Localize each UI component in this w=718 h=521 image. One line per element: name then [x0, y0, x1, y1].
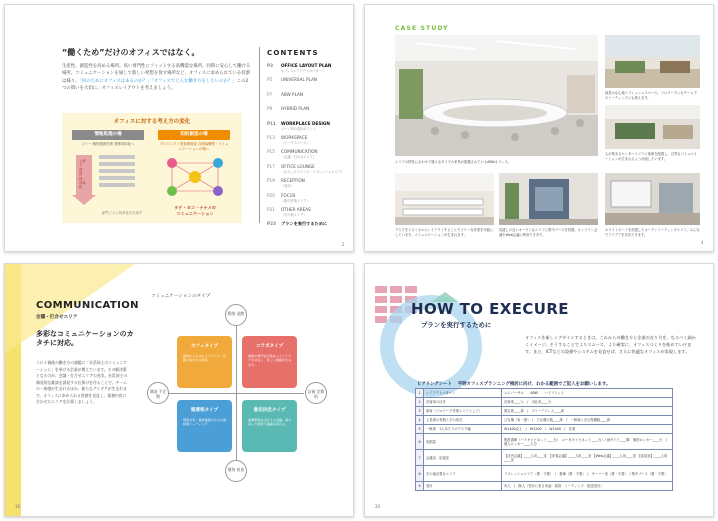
- toc-item: [267, 178, 351, 192]
- toc-label: WORKSPACE: [281, 134, 308, 140]
- page-number: 4: [701, 240, 704, 245]
- axis-left-label: 偶発 不定期: [147, 382, 169, 404]
- toc-item: [267, 149, 351, 163]
- toc-item: [267, 135, 351, 149]
- decision-type-title: 意志決定タイプ: [253, 408, 286, 413]
- cafe-type-title: カフェタイプ: [190, 344, 219, 349]
- table-row: [416, 416, 673, 425]
- page-intro-contents: [4, 4, 354, 252]
- toc-page-number: P13: [267, 134, 275, 140]
- page-how-to-execute: [364, 263, 714, 517]
- toc-label: COMMUNICATION: [281, 149, 318, 155]
- diagram-right-label-line-1: タテ・ヨコ・ナナメの: [174, 205, 216, 210]
- toc-sublabel: （オフィスラウンジ・リフレッシュエリア）: [281, 169, 345, 174]
- toc-page-number: P23: [267, 221, 276, 227]
- page-case-study: [364, 4, 714, 252]
- decision-type-card: [242, 400, 297, 452]
- table-of-contents: [267, 63, 351, 236]
- office-main-photo: [395, 35, 598, 156]
- toc-row: [267, 106, 351, 112]
- row-question: 会議室、応接室: [424, 450, 502, 466]
- caption-desks-photo: デスクをリズミカルにレイアウトすることでフリーな作業を可能にしています。コミュニケーションが生まれます。: [395, 228, 494, 237]
- toc-label: UNIVERSAL PLAN: [281, 77, 318, 83]
- toc-item: [267, 121, 351, 135]
- diagram-right-header: 知的創造の場: [158, 130, 230, 140]
- execute-body: オフィスを新しくデザインするときは、これからの働き方と企業の在り方を、なるべく細かくイメージ。そうすることでよりスムーズ、より確実に、オフィスづくりを進めていけます。また、ICTなどの設備やシステムを見直せば、さらに快適なオフィスが実現します。: [525, 335, 696, 355]
- toc-page-number: P15: [267, 149, 275, 155]
- toc-item: [267, 193, 351, 207]
- toc-sublabel: （その他エリア）: [281, 212, 307, 217]
- execute-subtitle: プランを実行するために: [421, 321, 492, 329]
- row-number: 8: [416, 466, 424, 482]
- hierarchy-bars-icon: [99, 155, 135, 190]
- row-number: 9: [416, 482, 424, 491]
- row-answer-options: ユニバーサル ABW ハイブリッド: [502, 389, 673, 398]
- toc-sublabel: （集中作業エリア）: [281, 198, 310, 203]
- diagram-left-subtext: フリー 個別業務作業 業務効率化へ: [81, 142, 135, 146]
- toc-label: RECEPTION: [281, 178, 305, 184]
- table-row: [416, 466, 673, 482]
- intro-body-text-2: この2つの問いを大切に、オフィスレイアウトを考えましょう。: [62, 78, 249, 92]
- toc-label: HYBRID PLAN: [281, 106, 310, 112]
- toc-label: ABW PLAN: [281, 91, 304, 97]
- toc-item: [267, 207, 351, 221]
- toc-label: OTHER AREAS: [281, 206, 311, 212]
- diagram-arrow-text: 上意下達・管理・効率化: [79, 159, 86, 190]
- toc-item: [267, 164, 351, 178]
- axis-top-label: 動的 発散: [225, 304, 247, 326]
- toc-page-number: P20: [267, 192, 275, 198]
- toc-item: [267, 77, 351, 91]
- diagram-left-header: 情報処理の場: [72, 130, 144, 140]
- intro-body-highlight: 「何のためにオフィスはあるのか？」「オフィスでどんな働き方をしたいのか？」: [79, 78, 237, 84]
- vertical-axis: [236, 322, 237, 460]
- row-answer-options: 固定席____席 / フリーアドレス____席: [502, 407, 673, 416]
- toc-page-number: P19: [267, 178, 275, 184]
- report-type-title: 報連相タイプ: [190, 408, 219, 413]
- toc-item: [267, 221, 351, 235]
- toc-row: [267, 77, 351, 83]
- toc-page-number: P5: [267, 77, 273, 83]
- decision-type-desc: 重要事項を決定する会議。落ち着いた環境で議論を深める。: [248, 418, 292, 427]
- row-answer-options: W1400以上 / W1200 / W1000 / 任意: [502, 425, 673, 434]
- intro-body-text-1: 生産性、創造性を高める場所。高い専門性にフィットする高機能な場所。同時に安心して働ける場所。コミュニケーションを通して新しい発想を促す場所など、オフィスに求められている役割は様々。: [62, 64, 251, 84]
- office-lounge-photo: [605, 35, 700, 88]
- office-concept-diagram: [62, 113, 242, 223]
- toc-sublabel: （ワークスペース）: [281, 140, 310, 145]
- collab-type-desc: 複数の専門家が集まってアイデアを共有し、新しい価値を生み出す。: [248, 354, 292, 367]
- axis-right-label: 計画 定期的: [305, 382, 327, 404]
- collab-type-title: コラボタイプ: [255, 344, 284, 349]
- toc-row: [267, 221, 351, 227]
- cafe-type-card: [177, 336, 232, 388]
- row-question: レイアウトパターン: [424, 389, 502, 398]
- page-number: 20: [375, 504, 381, 509]
- caption-meeting-photo: ホワイトボードを設置したオープンミーティングエリア。みんなでアイデアを共有できます。: [605, 228, 700, 237]
- table-row: [416, 407, 673, 416]
- report-type-desc: 情報共有・進捗確認のための短時間ミーティング。: [183, 418, 227, 427]
- intro-body: [62, 63, 252, 93]
- toc-page-number: P3: [267, 63, 273, 68]
- toc-page-number: P11: [267, 120, 276, 126]
- communication-types-heading: コミュニケーションのタイプ: [151, 294, 211, 299]
- toc-item: [267, 92, 351, 106]
- caption-lounge-photo: 緑豊かな心地リフレッシュスペース。ソロワークにもチームでのミーティングにも使えます。: [605, 91, 698, 100]
- row-answer-options: 【社内会議】____人用____室 【来客会議】____人用____室 【Web会議】____人用____室 【応接室】____人用____室: [502, 450, 673, 466]
- communication-title: COMMUNICATION: [36, 300, 139, 311]
- row-question: 上長席の有無とその形式: [424, 416, 502, 425]
- horizontal-axis: [168, 393, 304, 394]
- network-icon: [162, 153, 228, 201]
- toc-page-number: P9: [267, 106, 273, 112]
- diagram-title: オフィスに対する考え方の変化: [113, 119, 191, 125]
- row-number: 1: [416, 389, 424, 398]
- table-row: [416, 450, 673, 466]
- hearing-sheet-table: [415, 388, 673, 491]
- communication-subtitle: 会議・打合せエリア: [36, 315, 78, 320]
- row-number: 6: [416, 434, 424, 450]
- toc-sublabel: オフィスレイアウトのパターン: [281, 69, 325, 73]
- row-answer-options: 既設書庫（ハイキャビネット____台） ロータキャビネット____台）/ 両サイド____脚 個別ロッカー____台 / 個人ロッカー____人分: [502, 434, 673, 450]
- row-question: 受付: [424, 482, 502, 491]
- row-answer-options: ひな壇（有・無） / ひな壇の数____席 / 一般席に含む役職数____席: [502, 416, 673, 425]
- row-number: 7: [416, 450, 424, 466]
- toc-item: [267, 106, 351, 120]
- page-communication: [4, 263, 354, 517]
- row-question: その他必要なエリア: [424, 466, 502, 482]
- toc-page-number: P21: [267, 206, 275, 212]
- office-desks-photo: [395, 173, 494, 225]
- office-meeting-photo: [605, 173, 700, 225]
- communication-body: コロナ禍後の働き方の課題に「社員同士のコミュニケーション」を挙げる企業が増えています。その解決策となるのが、会議・打合せエリアの充実。社員同士の偶発的な雑談を誘発する仕掛けを作ることで、チームの一体感が生まれるほか、新たなアイデアが生まれます。オフィスに求められる役割を見直し、業務内容に合わせたエリアを計画しましょう。: [36, 360, 128, 404]
- diagram-right-label-line-2: コミュニケーション: [176, 210, 214, 216]
- axis-bottom-label: 静的 収束: [225, 460, 247, 482]
- table-row: [416, 389, 673, 398]
- office-center-photo: [605, 105, 700, 149]
- table-row: [416, 425, 673, 434]
- down-arrow-head-icon: [72, 195, 96, 205]
- toc-row: [267, 92, 351, 98]
- caption-booth-photo: 見渡しの良いオープンなエリアに集中ブースを設置。オンライン会議やWeb会議に利用できます。: [499, 228, 598, 237]
- row-question: 在席率の目安: [424, 398, 502, 407]
- toc-page-number: P7: [267, 91, 273, 97]
- report-type-card: [177, 400, 232, 452]
- row-answer-options: リフレッシュエリア（要・不要） / 書庫（要・不要） / サーバー室（要・不要） / 集中ブース（要・不要）: [502, 466, 673, 482]
- hearing-sheet-title: ヒアリングシート 平時オフィスプランニング検討に向け、わかる範囲でご記入をお願いします。: [417, 382, 611, 387]
- toc-sublabel: ゾーン別の設計ポイント: [281, 126, 316, 131]
- row-question: 収納量: [424, 434, 502, 450]
- diagram-right-label: [158, 205, 232, 216]
- cafe-type-desc: 雑談から生まれるアイデア。気軽に集まれる場所。: [183, 354, 226, 363]
- contents-heading: CONTENTS: [267, 49, 319, 57]
- row-number: 2: [416, 398, 424, 407]
- page-number: 16: [15, 504, 21, 509]
- page-number: 2: [342, 242, 345, 247]
- collab-type-card: [242, 336, 297, 388]
- row-answer-options: 在席率____％ / 出社率____％: [502, 398, 673, 407]
- toc-label: プランを実行するために: [281, 221, 328, 227]
- row-question: 一般席 1人あたりのデスク幅: [424, 425, 502, 434]
- contents-divider: [259, 47, 260, 223]
- office-booth-photo: [499, 173, 598, 225]
- toc-label: FOCUS: [281, 192, 296, 198]
- row-answer-options: 有人 / 無人（受付に来る用途：面談・ミーティング・配送受付）: [502, 482, 673, 491]
- toc-sublabel: （受付）: [281, 184, 294, 189]
- diagram-left-caption: 部門ごとに効率化を目指す: [101, 211, 143, 215]
- intro-title: “働くため”だけのオフィスではなく。: [62, 48, 200, 57]
- case-study-heading: CASE STUDY: [395, 25, 449, 32]
- table-row: [416, 434, 673, 450]
- toc-sublabel: （会議・打合せエリア）: [281, 155, 317, 160]
- communication-lead: 多彩なコミュニケーションのカタチに対応。: [36, 330, 134, 347]
- toc-label: OFFICE LAYOUT PLAN: [281, 63, 332, 68]
- row-number: 4: [416, 416, 424, 425]
- table-row: [416, 398, 673, 407]
- execute-title: HOW TO EXECURE: [411, 300, 569, 318]
- row-number: 3: [416, 407, 424, 416]
- toc-label: WORKPLACE DESIGN: [281, 120, 330, 126]
- diagram-right-subtext: プロジェクト型業務増加 自律協働型・コミュニケーションの場へ: [159, 142, 229, 151]
- toc-label: OFFICE LOUNGE: [281, 163, 315, 169]
- toc-page-number: P17: [267, 163, 275, 169]
- toc-item: [267, 63, 351, 77]
- table-row: [416, 482, 673, 491]
- caption-center-photo: 人が集まるセンターエリアに座席を配置し、自然なコミュニケーションが生まれるよう計画しています。: [605, 152, 698, 161]
- caption-main-photo: エリアの特性に合わせて様々なタイプの家具が配置されているABWオフィス。: [395, 160, 512, 164]
- row-number: 5: [416, 425, 424, 434]
- row-question: 座席（ソロワーク作業エリアとして）: [424, 407, 502, 416]
